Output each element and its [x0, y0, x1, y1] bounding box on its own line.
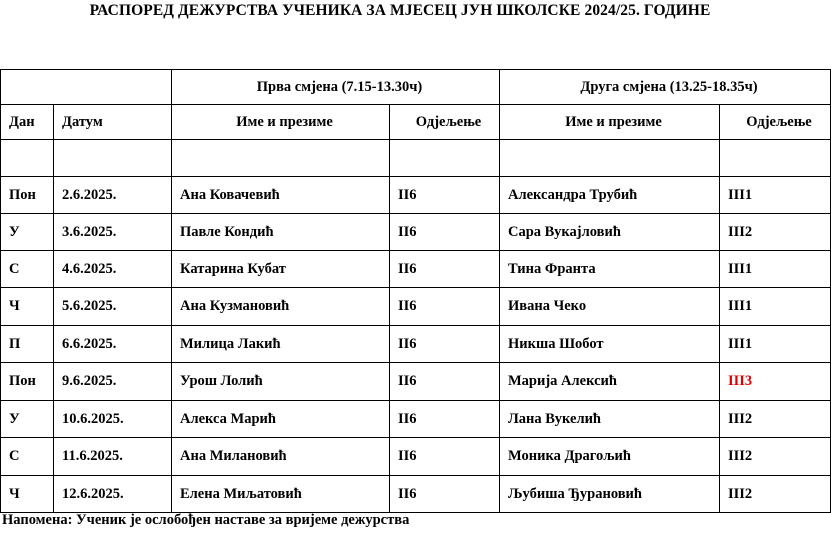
second-shift-name-cell: Марија Алексић — [500, 363, 720, 401]
footnote: Напомена: Ученик је ослобођен наставе за вријеме дежурства — [2, 512, 410, 528]
dept-header-first: Одјељење — [390, 105, 500, 140]
second-shift-name-cell: Тина Франта — [500, 251, 720, 288]
first-shift-name-cell: Милица Лакић — [172, 326, 390, 363]
second-shift-dept-cell: III2 — [720, 401, 831, 438]
date-cell: 4.6.2025. — [54, 251, 172, 288]
name-header-second: Име и презиме — [500, 105, 720, 140]
day-cell: П — [1, 326, 54, 363]
date-cell: 11.6.2025. — [54, 438, 172, 476]
first-shift-name-cell: Ана Кузмановић — [172, 288, 390, 326]
second-shift-name-cell: Никша Шобот — [500, 326, 720, 363]
first-shift-dept-cell: II6 — [390, 363, 500, 401]
table-row — [1, 214, 831, 251]
day-cell: Ч — [1, 476, 54, 513]
day-cell: С — [1, 438, 54, 476]
first-shift-name-cell: Павле Кондић — [172, 214, 390, 251]
table-row — [1, 288, 831, 326]
table-row — [1, 476, 831, 513]
empty-header-cell — [1, 70, 172, 105]
second-shift-dept-cell: III1 — [720, 177, 831, 214]
first-shift-header: Прва смјена (7.15-13.30ч) — [172, 70, 500, 105]
second-shift-dept-cell: III1 — [720, 288, 831, 326]
second-shift-name-cell: Сара Вукајловић — [500, 214, 720, 251]
first-shift-dept-cell: II6 — [390, 476, 500, 513]
date-cell: 2.6.2025. — [54, 177, 172, 214]
day-cell: С — [1, 251, 54, 288]
dept-header-second: Одјељење — [720, 105, 831, 140]
first-shift-name-cell: Катарина Кубат — [172, 251, 390, 288]
second-shift-dept-cell: III1 — [720, 251, 831, 288]
first-shift-dept-cell: II6 — [390, 214, 500, 251]
day-cell: Ч — [1, 288, 54, 326]
date-cell: 9.6.2025. — [54, 363, 172, 401]
first-shift-dept-cell: II6 — [390, 177, 500, 214]
first-shift-name-cell: Елена Миљатовић — [172, 476, 390, 513]
second-shift-dept-cell: III2 — [720, 476, 831, 513]
second-shift-name-cell: Александра Трубић — [500, 177, 720, 214]
table-row — [1, 326, 831, 363]
day-cell: У — [1, 214, 54, 251]
duty-schedule-table — [0, 69, 831, 513]
second-shift-name-cell: Лана Вукелић — [500, 401, 720, 438]
second-shift-dept-cell: III3 — [720, 363, 831, 401]
day-cell: Пон — [1, 363, 54, 401]
first-shift-name-cell: Алекса Марић — [172, 401, 390, 438]
date-cell: 3.6.2025. — [54, 214, 172, 251]
column-header-row — [1, 105, 831, 140]
day-header: Дан — [1, 105, 54, 140]
second-shift-name-cell: Моника Драгољић — [500, 438, 720, 476]
shift-header-row — [1, 70, 831, 105]
empty-row — [1, 140, 831, 177]
date-cell: 12.6.2025. — [54, 476, 172, 513]
day-cell: Пон — [1, 177, 54, 214]
second-shift-dept-cell: III1 — [720, 326, 831, 363]
first-shift-dept-cell: II6 — [390, 401, 500, 438]
first-shift-name-cell: Ана Ковачевић — [172, 177, 390, 214]
second-shift-dept-cell: III2 — [720, 438, 831, 476]
table-row — [1, 177, 831, 214]
date-cell: 5.6.2025. — [54, 288, 172, 326]
table-row — [1, 438, 831, 476]
table-row — [1, 401, 831, 438]
first-shift-name-cell: Ана Милановић — [172, 438, 390, 476]
table-row — [1, 363, 831, 401]
second-shift-name-cell: Ивана Чеко — [500, 288, 720, 326]
first-shift-dept-cell: II6 — [390, 251, 500, 288]
first-shift-dept-cell: II6 — [390, 438, 500, 476]
page-title: РАСПОРЕД ДЕЖУРСТВА УЧЕНИКА ЗА МЈЕСЕЦ ЈУН ШКОЛСКЕ 2024/25. ГОДИНЕ — [89, 2, 711, 19]
second-shift-dept-cell: III2 — [720, 214, 831, 251]
first-shift-dept-cell: II6 — [390, 326, 500, 363]
date-cell: 6.6.2025. — [54, 326, 172, 363]
date-header: Датум — [54, 105, 172, 140]
date-cell: 10.6.2025. — [54, 401, 172, 438]
first-shift-dept-cell: II6 — [390, 288, 500, 326]
first-shift-name-cell: Урош Лолић — [172, 363, 390, 401]
second-shift-name-cell: Љубиша Ђурановић — [500, 476, 720, 513]
table-row — [1, 251, 831, 288]
name-header-first: Име и презиме — [172, 105, 390, 140]
second-shift-header: Друга смјена (13.25-18.35ч) — [500, 70, 831, 105]
day-cell: У — [1, 401, 54, 438]
